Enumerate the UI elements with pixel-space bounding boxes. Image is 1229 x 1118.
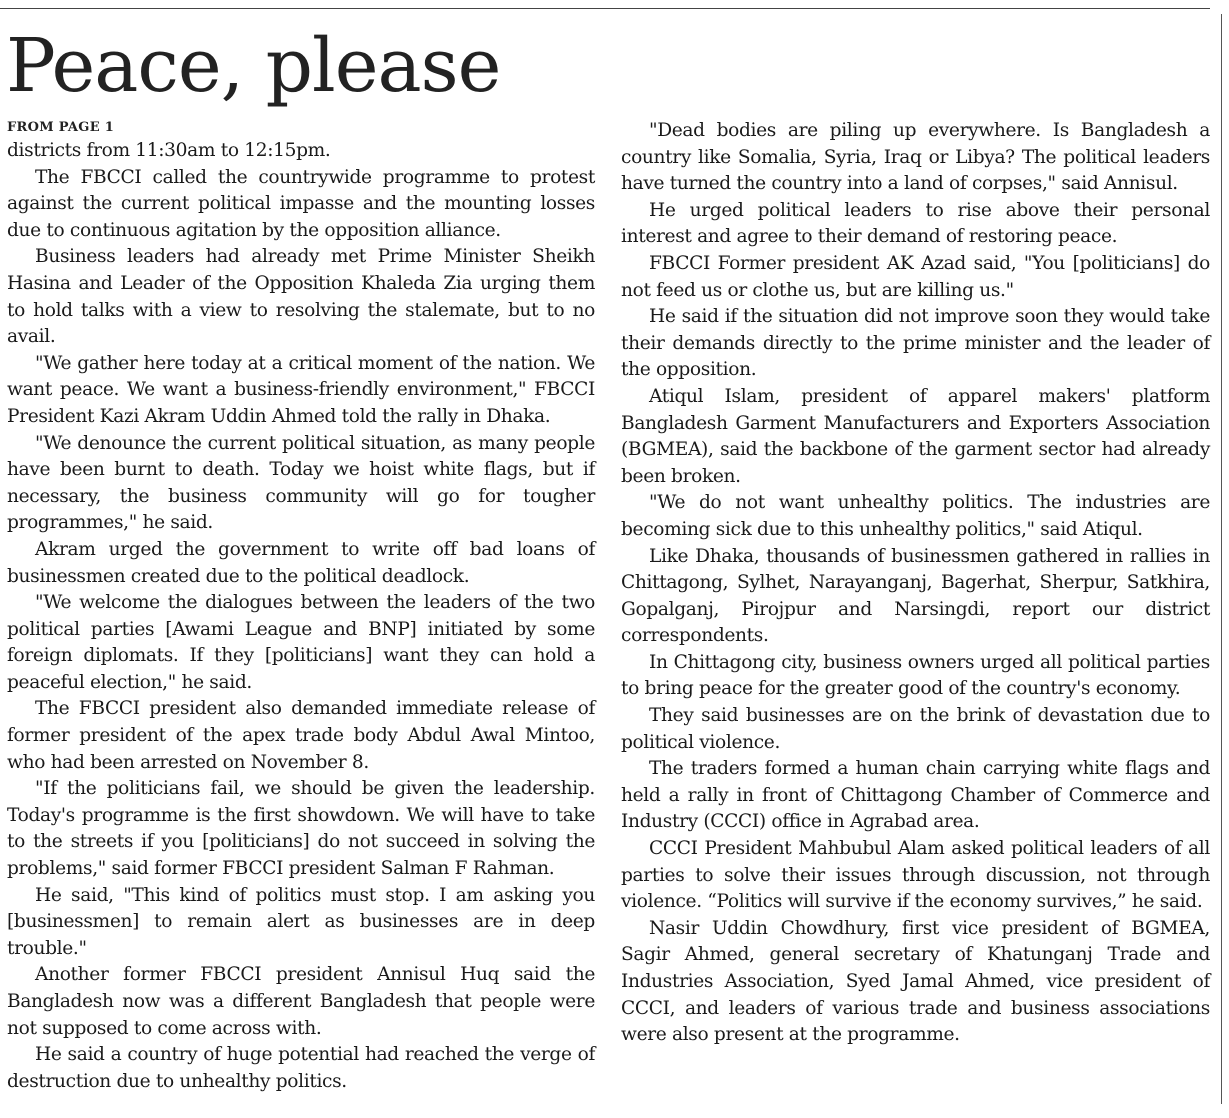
paragraph: "We gather here today at a critical moment of the nation. We want peace. We want a business-friendly environment," FBCCI President Kazi Akram Uddin Ahmed told the rally in Dhaka. xyxy=(7,352,595,427)
paragraph: FBCCI Former president AK Azad said, "You [politicians] do not feed us or clothe us, but are killing us." xyxy=(621,252,1210,301)
paragraph: Atiqul Islam, president of apparel makers' platform Bangladesh Garment Manufacturers and Exporters Association (BGMEA), said the backbone of the garment sector had already been broken. xyxy=(621,385,1210,487)
paragraph: Another former FBCCI president Annisul Huq said the Bangladesh now was a different Bangladesh that people were not supposed to come across with. xyxy=(7,964,595,1039)
paragraph: He urged political leaders to rise above their personal interest and agree to their demand of restoring peace. xyxy=(621,199,1210,248)
paragraph: In Chittagong city, business owners urged all political parties to bring peace for the greater good of the country's economy. xyxy=(621,651,1210,700)
column-rule xyxy=(1221,14,1222,1104)
right-column xyxy=(621,118,1210,1049)
paragraph: districts from 11:30am to 12:15pm. xyxy=(7,140,331,161)
paragraph: He said if the situation did not improve soon they would take their demands directly to the prime minister and the leader of the opposition. xyxy=(621,306,1210,381)
paragraph: "We denounce the current political situation, as many people have been burnt to death. Today we hoist white flags, but if necessary, the business community will go for tougher programmes," he said. xyxy=(7,432,595,534)
paragraph: The FBCCI called the countrywide programme to protest against the current political impasse and the mounting losses due to continuous agitation by the opposition alliance. xyxy=(7,166,595,241)
kicker: FROM PAGE 1 xyxy=(7,120,115,135)
paragraph: "If the politicians fail, we should be given the leadership. Today's programme is the first showdown. We will have to take to the streets if you [politicians] do not succeed in solving the problems," said former FBCCI president Salman F Rahman. xyxy=(7,778,595,880)
paragraph: The traders formed a human chain carrying white flags and held a rally in front of Chittagong Chamber of Commerce and Industry (CCCI) office in Agrabad area. xyxy=(621,758,1210,833)
paragraph: Like Dhaka, thousands of businessmen gathered in rallies in Chittagong, Sylhet, Narayanganj, Bagerhat, Sherpur, Satkhira, Gopalganj, Pirojpur and Narsingdi, report our district correspondents. xyxy=(621,545,1210,647)
paragraph: "Dead bodies are piling up everywhere. Is Bangladesh a country like Somalia, Syria, Iraq or Libya? The political leaders have turned the country into a land of corpses," said Annisul. xyxy=(621,120,1210,195)
paragraph: "We welcome the dialogues between the leaders of the two political parties [Awami League and BNP] initiated by some foreign diplomats. If they [politicians] want they can hold a peaceful election," he said. xyxy=(7,592,595,693)
paragraph: He said a country of huge potential had reached the verge of destruction due to unhealthy politics. xyxy=(7,1044,595,1092)
paragraph: Nasir Uddin Chowdhury, first vice president of BGMEA, Sagir Ahmed, general secretary of Khatunganj Trade and Industries Association, Syed Jamal Ahmed, vice president of CCCI, and leaders of various trade and business associations were also present at the programme. xyxy=(621,917,1210,1046)
paragraph: The FBCCI president also demanded immediate release of former president of the apex trade body Abdul Awal Mintoo, who had been arrested on November 8. xyxy=(7,698,595,773)
paragraph: They said businesses are on the brink of devastation due to political violence. xyxy=(621,705,1210,753)
paragraph: "We do not want unhealthy politics. The industries are becoming sick due to this unhealthy politics," said Atiqul. xyxy=(621,492,1210,540)
paragraph: CCCI President Mahbubul Alam asked political leaders of all parties to solve their issues through discussion, not through violence. “Politics will survive if the economy survives,” he said. xyxy=(621,838,1210,913)
left-column xyxy=(7,118,595,1095)
paragraph: He said, "This kind of politics must stop. I am asking you [businessmen] to remain alert as businesses are in deep trouble." xyxy=(7,884,595,959)
paragraph: Business leaders had already met Prime Minister Sheikh Hasina and Leader of the Opposition Khaleda Zia urging them to hold talks with a view to resolving the stalemate, but to no avail. xyxy=(7,246,595,348)
headline: Peace, please xyxy=(6,23,501,109)
paragraph: Akram urged the government to write off bad loans of businessmen created due to the political deadlock. xyxy=(7,538,595,587)
top-rule xyxy=(0,8,1210,9)
